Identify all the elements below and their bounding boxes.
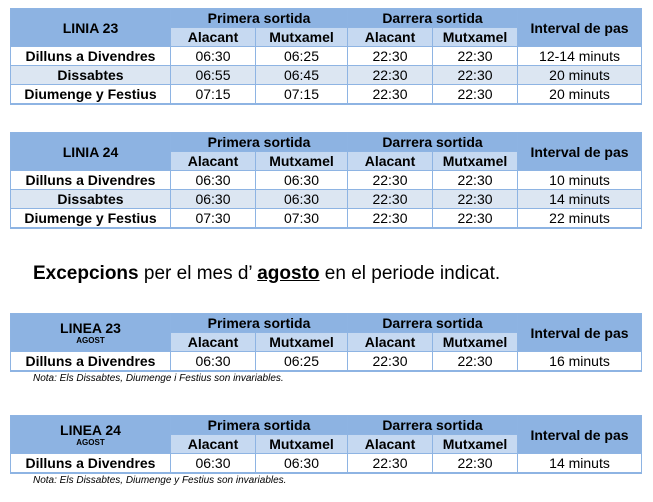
- header-alacant: Alacant: [348, 152, 433, 171]
- day-label: Dilluns a Divendres: [11, 352, 171, 372]
- first-mutxamel: 07:30: [256, 209, 348, 229]
- header-alacant: Alacant: [348, 333, 433, 352]
- last-mutxamel: 22:30: [433, 66, 518, 85]
- first-alacant: 07:30: [171, 209, 256, 229]
- first-mutxamel: 06:30: [256, 454, 348, 474]
- day-label: Dilluns a Divendres: [11, 454, 171, 474]
- header-mutxamel: Mutxamel: [256, 28, 348, 47]
- header-alacant: Alacant: [348, 28, 433, 47]
- day-label: Dilluns a Divendres: [11, 47, 171, 66]
- header-alacant: Alacant: [171, 333, 256, 352]
- header-mutxamel: Mutxamel: [256, 152, 348, 171]
- last-alacant: 22:30: [348, 190, 433, 209]
- last-mutxamel: 22:30: [433, 171, 518, 190]
- day-label: Dissabtes: [11, 190, 171, 209]
- last-alacant: 22:30: [348, 85, 433, 105]
- header-alacant: Alacant: [348, 435, 433, 454]
- last-mutxamel: 22:30: [433, 352, 518, 372]
- last-mutxamel: 22:30: [433, 454, 518, 474]
- interval-value: 20 minuts: [518, 85, 642, 105]
- heading-bold: Excepcions: [33, 263, 139, 284]
- heading-tail: en el periode indicat.: [319, 263, 501, 284]
- first-mutxamel: 06:25: [256, 352, 348, 372]
- first-alacant: 06:30: [171, 190, 256, 209]
- header-primera-sortida: Primera sortida: [171, 9, 348, 28]
- header-mutxamel: Mutxamel: [433, 152, 518, 171]
- header-interval: Interval de pas: [518, 314, 642, 352]
- table-row: [11, 209, 642, 229]
- table-row: [11, 171, 642, 190]
- first-mutxamel: 06:45: [256, 66, 348, 85]
- first-mutxamel: 06:30: [256, 171, 348, 190]
- first-mutxamel: 07:15: [256, 85, 348, 105]
- line-title: LINIA 24: [11, 133, 171, 171]
- exceptions-heading: [33, 262, 500, 286]
- line-title: LINEA 24 AGOST: [11, 416, 171, 454]
- last-mutxamel: 22:30: [433, 209, 518, 229]
- last-alacant: 22:30: [348, 454, 433, 474]
- header-darrera-sortida: Darrera sortida: [348, 133, 518, 152]
- schedule-table-linia-23: [10, 8, 642, 105]
- line-title: LINEA 23 AGOST: [11, 314, 171, 352]
- header-alacant: Alacant: [171, 435, 256, 454]
- first-alacant: 06:30: [171, 171, 256, 190]
- heading-mid: per el mes d’: [138, 263, 258, 284]
- last-alacant: 22:30: [348, 66, 433, 85]
- last-mutxamel: 22:30: [433, 85, 518, 105]
- header-mutxamel: Mutxamel: [433, 28, 518, 47]
- header-mutxamel: Mutxamel: [256, 333, 348, 352]
- header-primera-sortida: Primera sortida: [171, 133, 348, 152]
- table-row: [11, 66, 642, 85]
- first-mutxamel: 06:25: [256, 47, 348, 66]
- first-alacant: 06:30: [171, 47, 256, 66]
- header-darrera-sortida: Darrera sortida: [348, 314, 518, 333]
- interval-value: 12-14 minuts: [518, 47, 642, 66]
- last-mutxamel: 22:30: [433, 190, 518, 209]
- table-row: [11, 454, 642, 474]
- schedule-table-linea-24-agost: [10, 415, 642, 474]
- header-primera-sortida: Primera sortida: [171, 416, 348, 435]
- table-row: [11, 352, 642, 372]
- header-alacant: Alacant: [171, 28, 256, 47]
- header-darrera-sortida: Darrera sortida: [348, 9, 518, 28]
- line-title: LINIA 23: [11, 9, 171, 47]
- interval-value: 14 minuts: [518, 190, 642, 209]
- header-darrera-sortida: Darrera sortida: [348, 416, 518, 435]
- header-interval: Interval de pas: [518, 416, 642, 454]
- header-interval: Interval de pas: [518, 133, 642, 171]
- heading-month: agosto: [257, 263, 320, 284]
- table-row: [11, 190, 642, 209]
- interval-value: 20 minuts: [518, 66, 642, 85]
- header-interval: Interval de pas: [518, 9, 642, 47]
- interval-value: 22 minuts: [518, 209, 642, 229]
- header-mutxamel: Mutxamel: [433, 435, 518, 454]
- first-mutxamel: 06:30: [256, 190, 348, 209]
- first-alacant: 06:30: [171, 454, 256, 474]
- last-alacant: 22:30: [348, 209, 433, 229]
- day-label: Dissabtes: [11, 66, 171, 85]
- day-label: Dilluns a Divendres: [11, 171, 171, 190]
- schedule-table-linea-23-agost: [10, 313, 642, 372]
- header-primera-sortida: Primera sortida: [171, 314, 348, 333]
- last-alacant: 22:30: [348, 352, 433, 372]
- last-alacant: 22:30: [348, 171, 433, 190]
- last-alacant: 22:30: [348, 47, 433, 66]
- interval-value: 16 minuts: [518, 352, 642, 372]
- day-label: Diumenge y Festius: [11, 209, 171, 229]
- day-label: Diumenge y Festius: [11, 85, 171, 105]
- note-linea-23: Nota: Els Dissabtes, Diumenge i Festius son invariables.: [33, 373, 284, 384]
- interval-value: 10 minuts: [518, 171, 642, 190]
- header-alacant: Alacant: [171, 152, 256, 171]
- first-alacant: 06:30: [171, 352, 256, 372]
- table-row: [11, 85, 642, 105]
- header-mutxamel: Mutxamel: [433, 333, 518, 352]
- schedule-table-linia-24: [10, 132, 642, 229]
- first-alacant: 07:15: [171, 85, 256, 105]
- interval-value: 14 minuts: [518, 454, 642, 474]
- note-linea-24: Nota: Els Dissabtes, Diumenge y Festius son invariables.: [33, 475, 287, 486]
- last-mutxamel: 22:30: [433, 47, 518, 66]
- first-alacant: 06:55: [171, 66, 256, 85]
- table-row: [11, 47, 642, 66]
- header-mutxamel: Mutxamel: [256, 435, 348, 454]
